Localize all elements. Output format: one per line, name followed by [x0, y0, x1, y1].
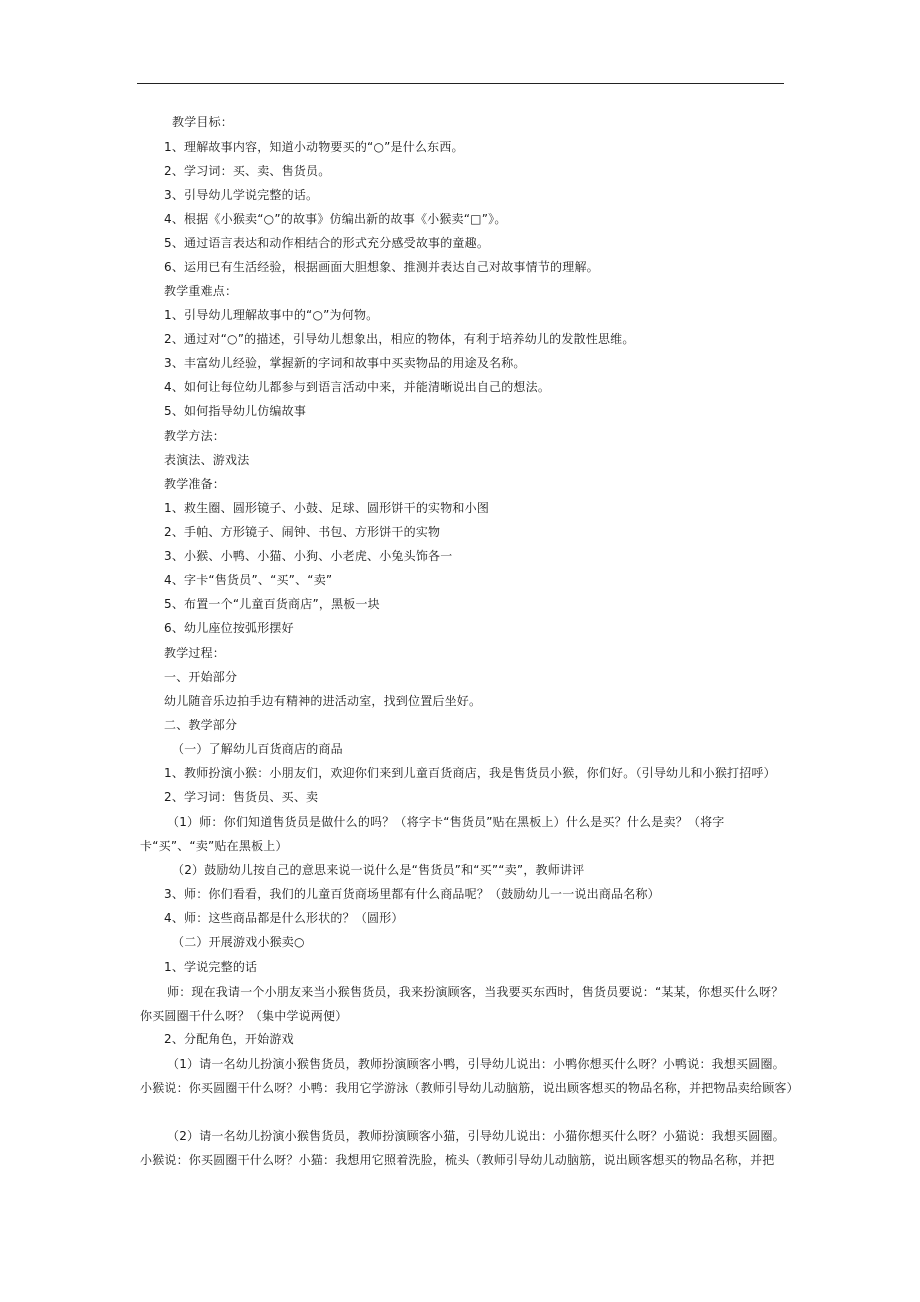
prep-item: 5、布置一个“儿童百货商店”，黑板一块 — [164, 597, 380, 611]
prep-item: 2、手帕、方形镜子、闹钟、书包、方形饼干的实物 — [164, 525, 441, 539]
section2-paragraph: （2）请一名幼儿扮演小猴售货员，教师扮演顾客小猫，引导幼儿说出：小猫你想买什么呀？小猫说：我想买圆圈。小猴说：你买圆圈干什么呀？小猫：我想用它照着洗脸，梳头（教师引导幼儿动脑筋，说出顾客想买的物品名称，并把 — [140, 1129, 785, 1167]
prep-title: 教学准备： — [164, 477, 226, 491]
method-title: 教学方法： — [164, 429, 226, 443]
key-item: 4、如何让每位幼儿都参与到语言活动中来，并能清晰说出自己的想法。 — [164, 380, 551, 394]
goal-item: 3、引导幼儿学说完整的话。 — [164, 188, 319, 202]
prep-item: 1、救生圈、圆形镜子、小鼓、足球、圆形饼干的实物和小图 — [164, 501, 490, 515]
section2-step: 2、分配角色，开始游戏 — [164, 1032, 294, 1046]
goal-item: 4、根据《小猴卖“○”的故事》仿编出新的故事《小猴卖“□”》。 — [164, 212, 507, 226]
section1-title: （一）了解幼儿百货商店的商品 — [172, 742, 343, 756]
section1-step: 1、教师扮演小猴：小朋友们，欢迎你们来到儿童百货商店，我是售货员小猴，你们好。（引导幼儿和小猴打招呼） — [164, 766, 776, 780]
process-title: 教学过程： — [164, 646, 226, 660]
prep-item: 3、小猴、小鸭、小猫、小狗、小老虎、小兔头饰各一 — [164, 549, 453, 563]
prep-item: 6、幼儿座位按弧形摆好 — [164, 621, 294, 635]
key-item: 5、如何指导幼儿仿编故事 — [164, 404, 307, 418]
section2-paragraph: 师：现在我请一个小朋友来当小猴售货员，我来扮演顾客，当我要买东西时，售货员要说：“某某，你想买什么呀？你买圆圈干什么呀？（集中学说两便） — [140, 985, 784, 1023]
part2-title: 二、教学部分 — [164, 718, 238, 732]
section1-substep: （2）鼓励幼儿按自己的意思来说一说什么是“售货员”和“买”“卖”，教师讲评 — [172, 863, 585, 877]
part1-title: 一、开始部分 — [164, 670, 238, 684]
section2-paragraph: （1）请一名幼儿扮演小猴售货员，教师扮演顾客小鸭，引导幼儿说出：小鸭你想买什么呀？小鸭说：我想买圆圈。小猴说：你买圆圈干什么呀？小鸭：我用它学游泳（教师引导幼儿动脑筋，说出顾客想买的物品名称，并把物品卖给顾客） — [140, 1057, 799, 1095]
header-rule — [137, 83, 784, 84]
goal-item: 5、通过语言表达和动作相结合的形式充分感受故事的童趣。 — [164, 236, 490, 250]
key-item: 1、引导幼儿理解故事中的“○”为何物。 — [164, 308, 379, 322]
prep-item: 4、字卡“售货员”、“买”、“卖” — [164, 573, 333, 587]
section2-step: 1、学说完整的话 — [164, 960, 258, 974]
section2-title: （二）开展游戏小猴卖○ — [172, 935, 305, 949]
key-item: 3、丰富幼儿经验，掌握新的字词和故事中买卖物品的用途及名称。 — [164, 356, 526, 370]
section1-step: 4、师：这些商品都是什么形状的？（圆形） — [164, 911, 404, 925]
key-item: 2、通过对“○”的描述，引导幼儿想象出，相应的物体，有利于培养幼儿的发散性思维。 — [164, 332, 635, 346]
goal-title: 教学目标： — [172, 115, 234, 129]
section1-substep: （1）师：你们知道售货员是做什么的吗？（将字卡“售货员”贴在黑板上）什么是买？什么是卖？（将字卡“买”、“卖”贴在黑板上） — [140, 815, 725, 853]
key-title: 教学重难点： — [164, 284, 238, 298]
section1-step: 3、师：你们看看，我们的儿童百货商场里都有什么商品呢？（鼓励幼儿一一说出商品名称） — [164, 887, 660, 901]
method-text: 表演法、游戏法 — [164, 453, 250, 467]
goal-item: 1、理解故事内容，知道小动物要买的“○”是什么东西。 — [164, 140, 464, 154]
section1-step: 2、学习词：售货员、买、卖 — [164, 790, 319, 804]
part1-text: 幼儿随音乐边拍手边有精神的进活动室，找到位置后坐好。 — [164, 694, 482, 708]
goal-item: 2、学习词：买、卖、售货员。 — [164, 164, 331, 178]
goal-item: 6、运用已有生活经验，根据画面大胆想象、推测并表达自己对故事情节的理解。 — [164, 260, 599, 274]
